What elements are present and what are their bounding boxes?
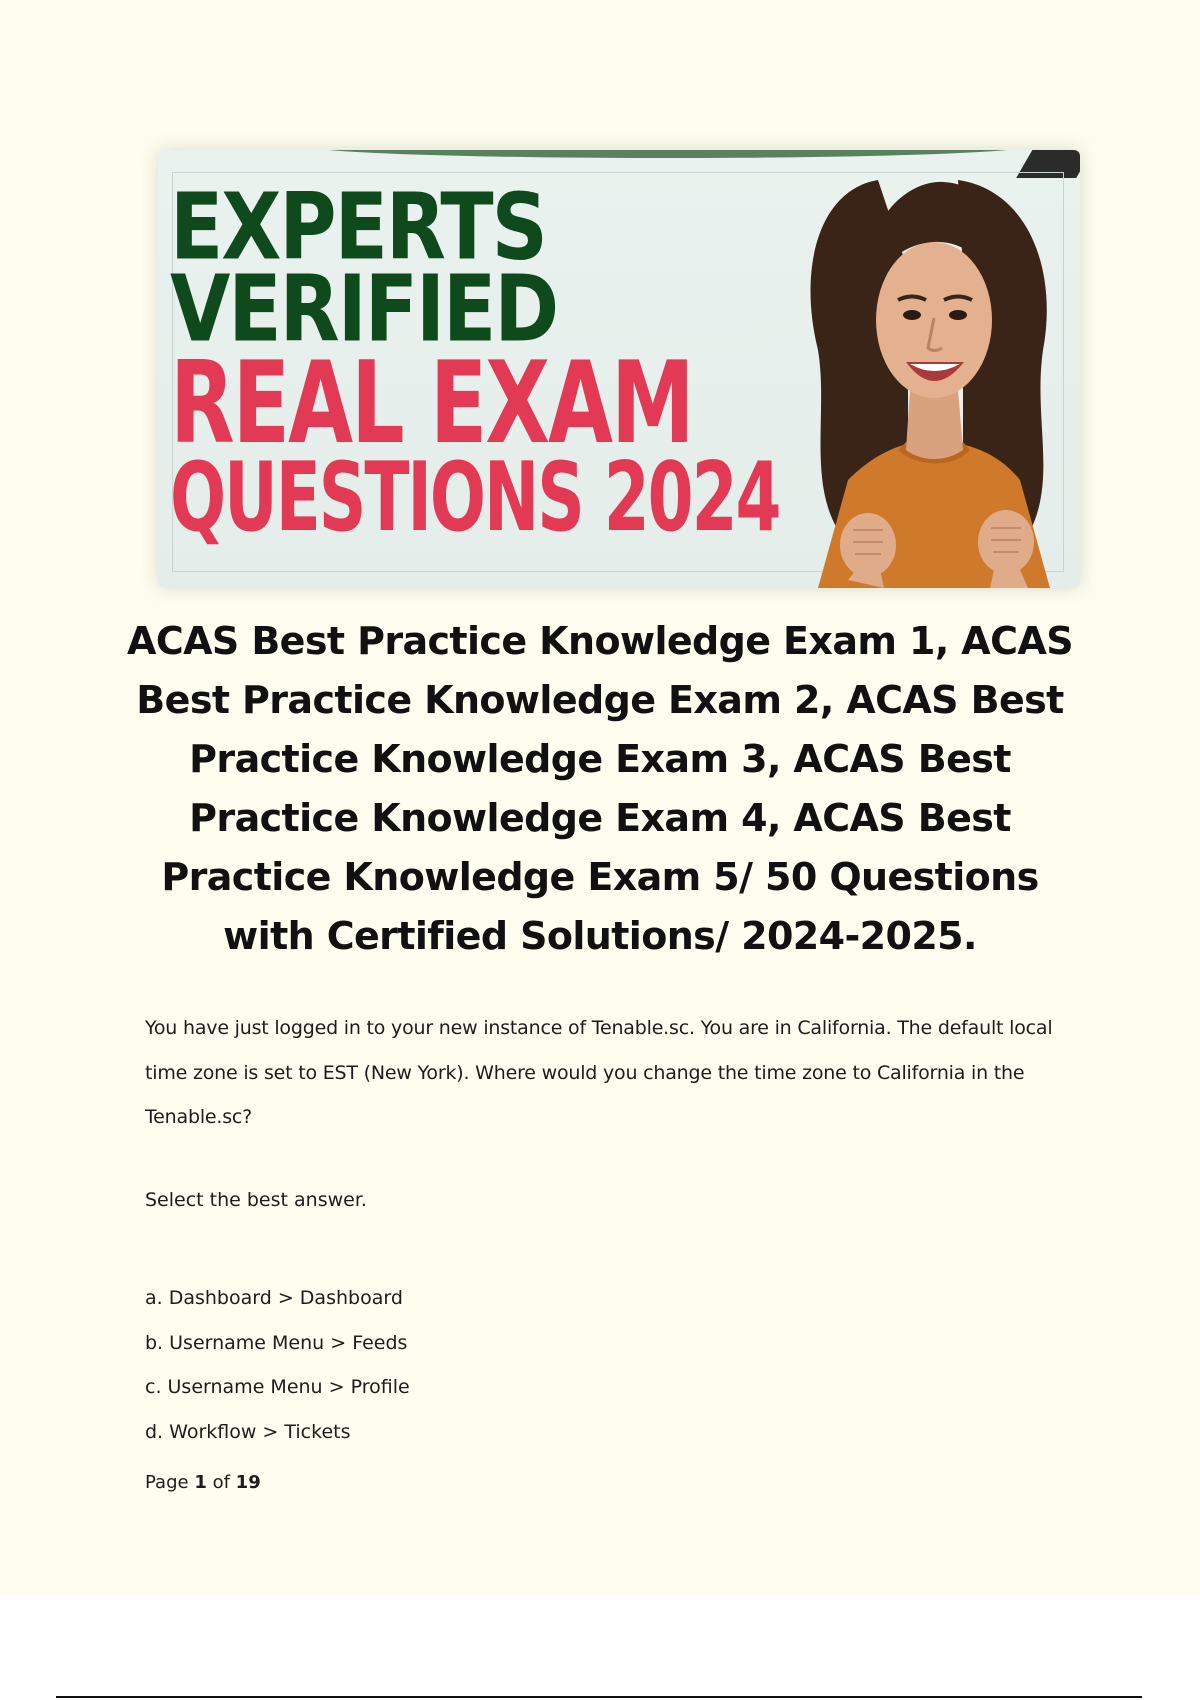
page-number <box>145 1472 261 1493</box>
banner-headline <box>170 174 780 553</box>
page-divider <box>56 1696 1142 1698</box>
promo-banner-image <box>158 150 1080 588</box>
answer-option-d: d. Workflow > Tickets <box>145 1420 351 1443</box>
smiling-woman-illustration <box>758 150 1080 588</box>
current-page: 1 <box>194 1472 207 1493</box>
banner-line-real-exam: REAL EXAM <box>170 336 693 469</box>
document-title: ACAS Best Practice Knowledge Exam 1, ACAS Best Practice Knowledge Exam 2, ACAS Best Practice Knowledge Exam 3, ACAS Best Practice Knowledge Exam 4, ACAS Best Practice Knowledge Exam 5/ 50 Questions with Certified Solutions/ 2024-2025. <box>127 619 1073 958</box>
answer-options <box>145 1276 1085 1454</box>
page-word: Page <box>145 1472 189 1493</box>
banner-line-experts: EXPERTS <box>170 174 546 282</box>
instruction-text: Select the best answer. <box>145 1189 367 1211</box>
answer-option-b: b. Username Menu > Feeds <box>145 1331 408 1354</box>
question-text: You have just logged in to your new instance of Tenable.sc. You are in California. The default local time zone is set to EST (New York). Where would you change the time zone to California in the Tenable.sc? <box>145 1017 1053 1128</box>
of-word: of <box>212 1472 230 1493</box>
banner-line-questions: QUESTIONS 2024 <box>170 441 780 553</box>
total-pages: 19 <box>235 1472 261 1493</box>
answer-option-a: a. Dashboard > Dashboard <box>145 1287 403 1309</box>
answer-option-c: c. Username Menu > Profile <box>145 1376 410 1398</box>
banner-line-verified: VERIFIED <box>170 256 558 364</box>
